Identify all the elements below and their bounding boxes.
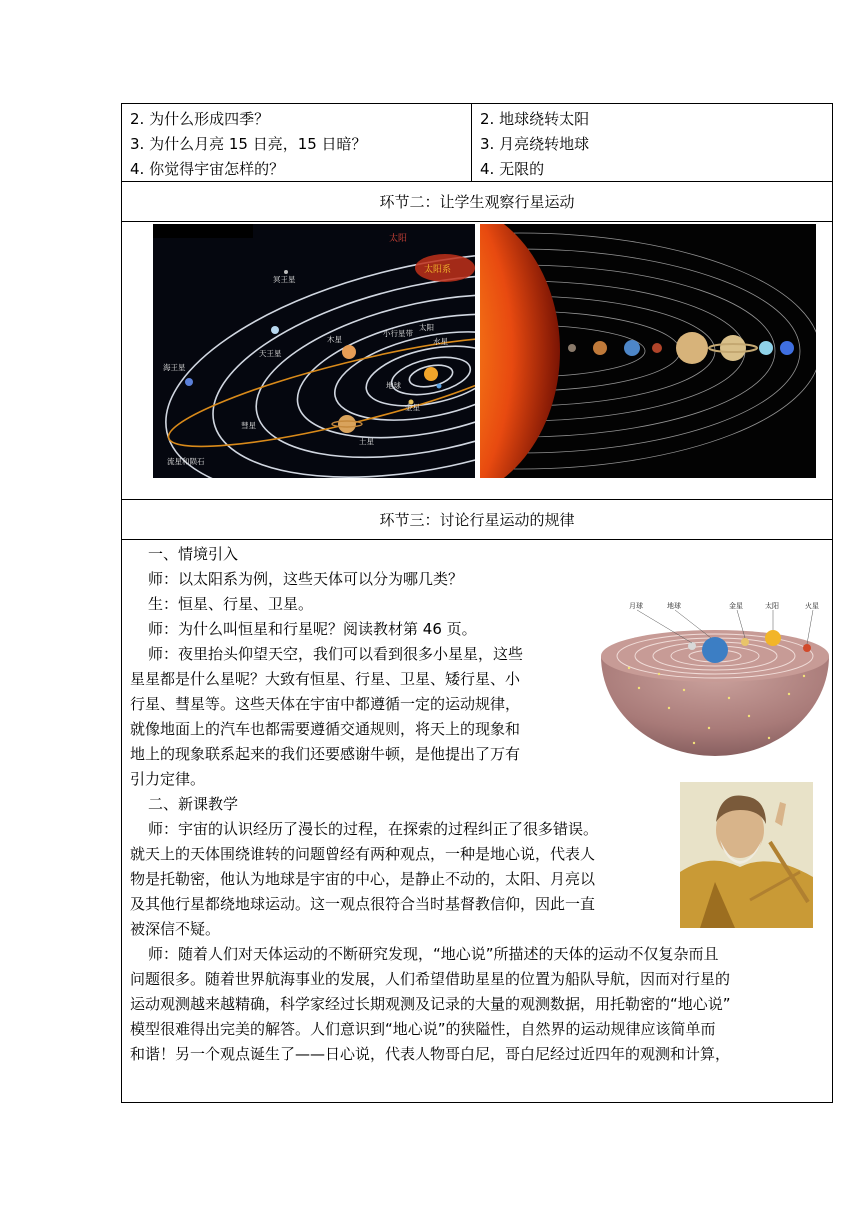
label-asteroid-belt: 小行星带 <box>383 329 413 338</box>
paragraph-4-line-5: 地上的现象联系起来的我们还要感谢牛顿，是他提出了万有 <box>130 745 521 763</box>
qa-row <box>122 104 832 182</box>
sphere-label-venus: 金星 <box>729 602 743 610</box>
paragraph-6-line-3: 运动观测越来越精确，科学家经过长期观测及记录的大量的观测数据，用托勒密的“地心说” <box>130 995 731 1013</box>
label-saturn: 土星 <box>359 437 374 446</box>
questions-cell <box>122 104 472 181</box>
label-venus: 金星 <box>405 403 420 412</box>
label-uranus: 天王星 <box>259 349 282 358</box>
paragraph-3: 师：为什么叫恒星和行星呢？阅读教材第 46 页。 <box>148 620 477 638</box>
paragraph-1: 师：以太阳系为例，这些天体可以分为哪几类？ <box>148 570 464 588</box>
paragraph-5-line-2: 就天上的天体围绕谁转的问题曾经有两种观点，一种是地心说，代表人 <box>130 845 596 863</box>
images-row <box>122 222 832 500</box>
label-sun-title: 太阳 <box>389 234 408 244</box>
paragraph-5-line-5: 被深信不疑。 <box>130 920 221 938</box>
answer-3: 3. 月亮绕转地球 <box>480 135 590 153</box>
sun-and-planets-image <box>480 224 816 478</box>
answers-cell <box>472 104 832 181</box>
paragraph-4-line-3: 行星、彗星等。这些天体在宇宙中都遵循一定的运动规律， <box>130 695 521 713</box>
label-neptune: 海王星 <box>163 363 186 372</box>
discussion-cell <box>122 540 832 1102</box>
heading-situation: 一、情境引入 <box>148 545 239 563</box>
label-earth: 地球 <box>386 381 401 390</box>
sphere-label-sun: 太阳 <box>765 602 779 610</box>
paragraph-6-line-2: 问题很多。随着世界航海事业的发展，人们希望借助星星的位置为船队导航，因而对行星的 <box>130 970 731 988</box>
paragraph-6-line-1: 师：随着人们对天体运动的不断研究发现，“地心说”所描述的天体的运动不仅复杂而且 <box>148 945 719 963</box>
question-4: 4. 你觉得宇宙怎样的？ <box>130 160 285 178</box>
question-2: 2. 为什么形成四季？ <box>130 110 270 128</box>
solar-system-orbits-image <box>153 224 475 478</box>
heading-new-lesson: 二、新课教学 <box>148 795 239 813</box>
lesson-table <box>121 103 833 1103</box>
label-sun-small: 太阳 <box>419 323 434 332</box>
sphere-label-earth: 地球 <box>667 602 681 610</box>
answer-4: 4. 无限的 <box>480 160 545 178</box>
sphere-label-moon: 月球 <box>629 602 643 610</box>
paragraph-6-line-4: 模型很难得出完美的解答。人们意识到“地心说”的狭隘性，自然界的运动规律应该简单而 <box>130 1020 716 1038</box>
paragraph-6-line-5: 和谐！另一个观点诞生了——日心说，代表人物哥白尼，哥白尼经过近四年的观测和计算， <box>130 1045 731 1063</box>
paragraph-4-line-2: 星星都是什么星呢？大致有恒星、行星、卫星、矮行星、小 <box>130 670 521 688</box>
paragraph-5-line-3: 物是托勒密，他认为地球是宇宙的中心，是静止不动的，太阳、月亮以 <box>130 870 596 888</box>
label-meteor: 流星和陨石 <box>167 457 205 466</box>
paragraph-4-line-6: 引力定律。 <box>130 770 206 788</box>
ptolemy-portrait <box>680 782 813 928</box>
answer-2: 2. 地球绕转太阳 <box>480 110 590 128</box>
paragraph-2: 生：恒星、行星、卫星。 <box>148 595 314 613</box>
question-3: 3. 为什么月亮 15 日亮，15 日暗？ <box>130 135 367 153</box>
paragraph-4-line-4: 就像地面上的汽车也都需要遵循交通规则，将天上的现象和 <box>130 720 521 738</box>
geocentric-sphere-figure <box>599 598 831 758</box>
label-solar-system: 太阳系 <box>424 265 452 275</box>
paragraph-4-line-1: 师：夜里抬头仰望天空，我们可以看到很多小星星，这些 <box>148 645 524 663</box>
paragraph-5-line-4: 及其他行星都绕地球运动。这一观点很符合当时基督教信仰，因此一直 <box>130 895 596 913</box>
sphere-label-mars: 火星 <box>805 602 819 610</box>
label-comet: 彗星 <box>241 421 256 430</box>
label-pluto: 冥王星 <box>273 275 296 284</box>
paragraph-5-line-1: 师：宇宙的认识经历了漫长的过程，在探索的过程纠正了很多错误。 <box>148 820 599 838</box>
label-mercury: 水星 <box>433 337 448 346</box>
section-3-title: 环节三：讨论行星运动的规律 <box>122 500 832 540</box>
label-jupiter: 木星 <box>327 335 342 344</box>
section-2-title: 环节二：让学生观察行星运动 <box>122 182 832 222</box>
